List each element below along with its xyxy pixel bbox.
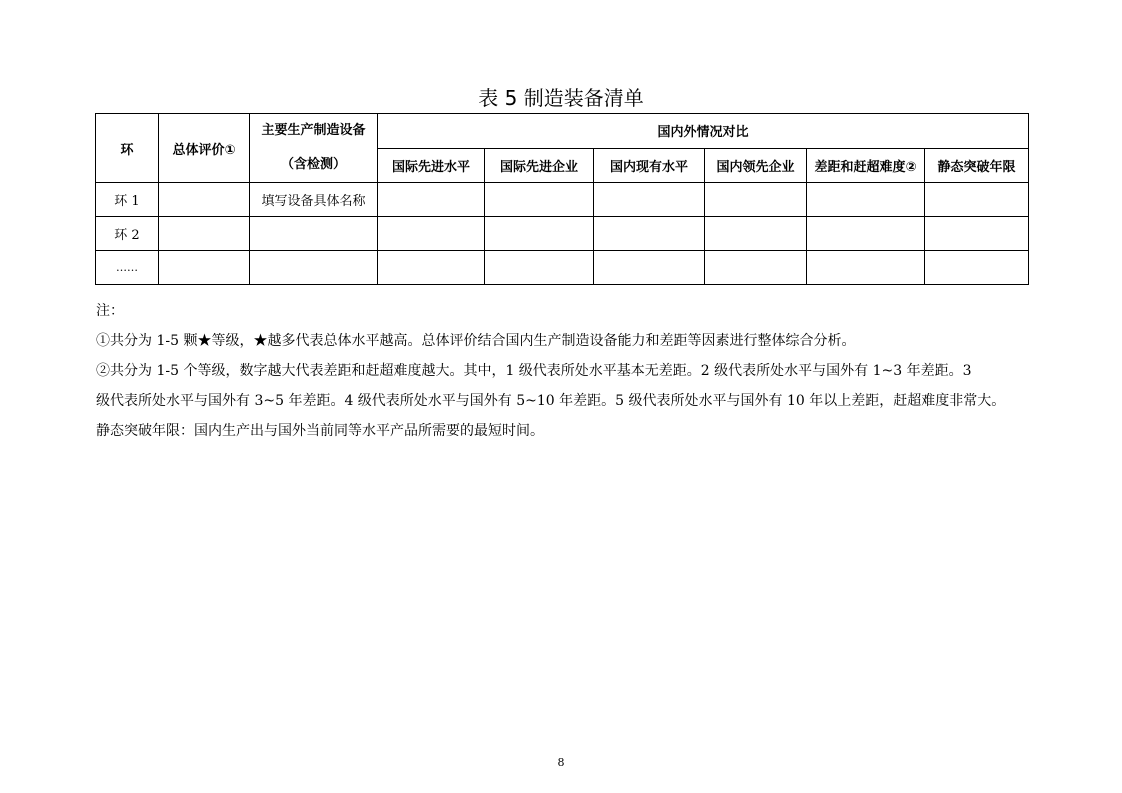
note-overall-evaluation: ①共分为 1-5 颗★等级，★越多代表总体水平越高。总体评价结合国内生产制造设备能力和差距等因素进行整体综合分析。: [96, 333, 856, 349]
header-overall-evaluation: 总体评价①: [159, 114, 250, 183]
header-breakthrough-years: 静态突破年限: [925, 148, 1029, 183]
cell-equipment: [250, 217, 378, 251]
table-title: 表 5 制造装备清单: [478, 86, 644, 110]
cell-years: [925, 183, 1029, 217]
cell-intl-enterprise: [485, 251, 594, 285]
cell-equipment: [250, 251, 378, 285]
cell-ring: ……: [96, 251, 159, 285]
cell-intl-enterprise: [485, 217, 594, 251]
cell-intl-level: [378, 183, 485, 217]
header-intl-advanced-enterprise: 国际先进企业: [485, 148, 594, 183]
header-domestic-current-level: 国内现有水平: [594, 148, 705, 183]
cell-years: [925, 217, 1029, 251]
cell-domestic-level: [594, 183, 705, 217]
cell-gap: [807, 183, 925, 217]
cell-domestic-leader: [705, 251, 807, 285]
cell-domestic-level: [594, 217, 705, 251]
notes-heading: 注：: [96, 303, 124, 319]
cell-intl-enterprise: [485, 183, 594, 217]
cell-domestic-leader: [705, 183, 807, 217]
cell-domestic-leader: [705, 217, 807, 251]
table-row: [96, 217, 1029, 251]
page-number: 8: [557, 756, 565, 769]
header-domestic-leading-enterprise: 国内领先企业: [705, 148, 807, 183]
equipment-table: [95, 113, 1029, 285]
note-breakthrough-years: 静态突破年限：国内生产出与国外当前同等水平产品所需要的最短时间。: [96, 423, 544, 439]
cell-intl-level: [378, 251, 485, 285]
header-intl-advanced-level: 国际先进水平: [378, 148, 485, 183]
header-gap-difficulty: 差距和赶超难度②: [807, 148, 925, 183]
table-row: [96, 183, 1029, 217]
cell-domestic-level: [594, 251, 705, 285]
cell-equipment: 填写设备具体名称: [250, 183, 378, 217]
note-gap-difficulty-line1: ②共分为 1-5 个等级，数字越大代表差距和赶超难度越大。其中，1 级代表所处水平基本无差距。2 级代表所处水平与国外有 1~3 年差距。3: [96, 363, 972, 379]
cell-ring: 环 1: [96, 183, 159, 217]
header-main-equipment: [250, 114, 378, 183]
header-main-equipment-line1: 主要生产制造设备: [261, 123, 366, 138]
header-comparison-group: 国内外情况对比: [378, 114, 1029, 149]
cell-ring: 环 2: [96, 217, 159, 251]
cell-overall: [159, 217, 250, 251]
cell-years: [925, 251, 1029, 285]
cell-gap: [807, 251, 925, 285]
note-gap-difficulty-line2: 级代表所处水平与国外有 3~5 年差距。4 级代表所处水平与国外有 5~10 年差距。5 级代表所处水平与国外有 10 年以上差距，赶超难度非常大。: [96, 393, 1006, 409]
cell-overall: [159, 183, 250, 217]
table-row: [96, 251, 1029, 285]
cell-overall: [159, 251, 250, 285]
header-main-equipment-line2: （含检测）: [280, 157, 346, 172]
cell-intl-level: [378, 217, 485, 251]
header-ring: 环: [96, 114, 159, 183]
cell-gap: [807, 217, 925, 251]
notes-section: [96, 296, 1031, 446]
